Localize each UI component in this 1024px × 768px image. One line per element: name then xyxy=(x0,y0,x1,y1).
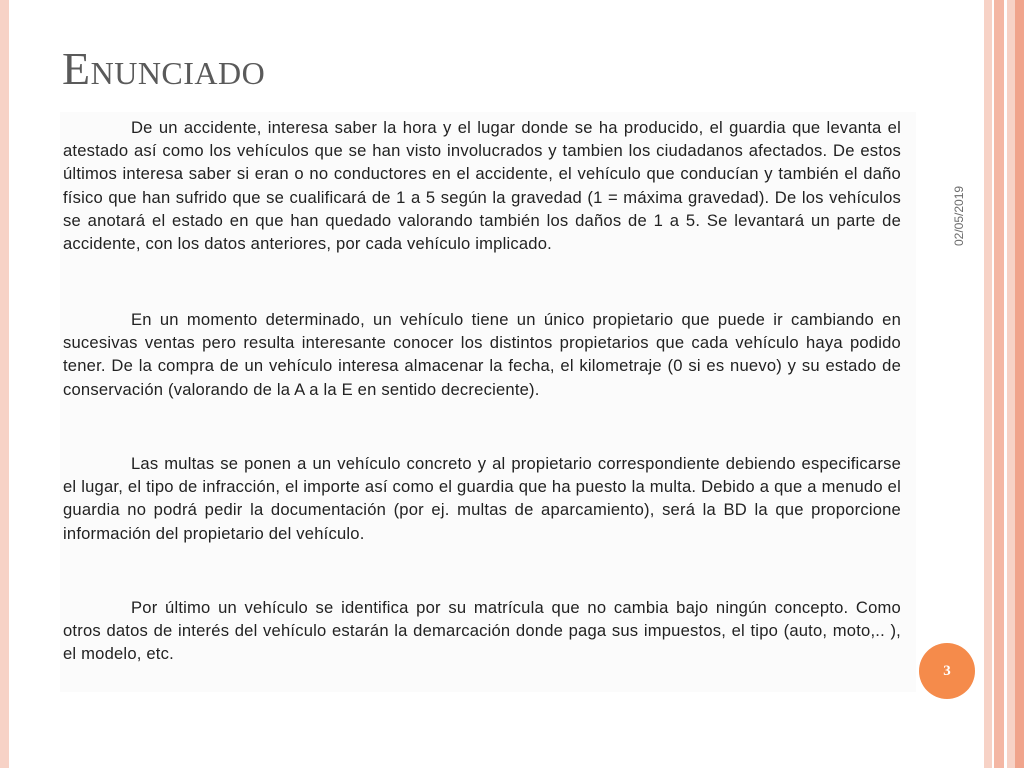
stripe xyxy=(994,0,1004,768)
slide-title: Enunciado xyxy=(62,43,266,94)
paragraph-accidente: De un accidente, interesa saber la hora y el lugar donde se ha producido, el guardia que levanta el atestado así como los vehículos que se han visto involucrados y tambien los ciudadanos afectados. De estos últimos interesa saber si eran o no conductores en el accidente, el vehículo que conducían y también el daño físico que han sufrido que se cualificará de 1 a 5 según la gravedad (1 = máxima gravedad). De los vehículos se anotará el estado en que han quedado valorando también los daños de 1 a 5. Se levantará un parte de accidente, con los datos anteriores, por cada vehículo implicado. xyxy=(63,118,901,254)
paragraph-vehiculo: Por último un vehículo se identifica por su matrícula que no cambia bajo ningún concepto. Como otros datos de interés del vehículo estarán la demarcación donde paga sus impuestos, el tipo (auto, moto,.. ), el modelo, etc. xyxy=(63,598,901,664)
stripe xyxy=(984,0,992,768)
page-number: 3 xyxy=(943,662,951,679)
left-border-decoration xyxy=(0,0,9,768)
stripe xyxy=(1015,0,1024,768)
scanned-document xyxy=(60,112,916,692)
right-stripes-decoration xyxy=(984,0,1024,768)
stripe xyxy=(1007,0,1015,768)
paragraph-propietario: En un momento determinado, un vehículo tiene un único propietario que puede ir cambiando en sucesivas ventas pero resulta interesante conocer los distintos propietarios que cada vehículo haya podido tener. De la compra de un vehículo interesa almacenar la fecha, el kilometraje (0 si es nuevo) y su estado de conservación (valorando de la A a la E en sentido decreciente). xyxy=(63,310,901,399)
paragraph-multas: Las multas se ponen a un vehículo concreto y al propietario correspondiente debiendo especificarse el lugar, el tipo de infracción, el importe así como el guardia que ha puesto la multa. Debido a que a menudo el guardia no podrá pedir la documentación (por ej. multas de aparcamiento), será la BD la que proporcione información del propietario del vehículo. xyxy=(63,454,901,543)
page-number-badge xyxy=(919,643,975,699)
slide-date: 02/05/2019 xyxy=(952,185,966,246)
